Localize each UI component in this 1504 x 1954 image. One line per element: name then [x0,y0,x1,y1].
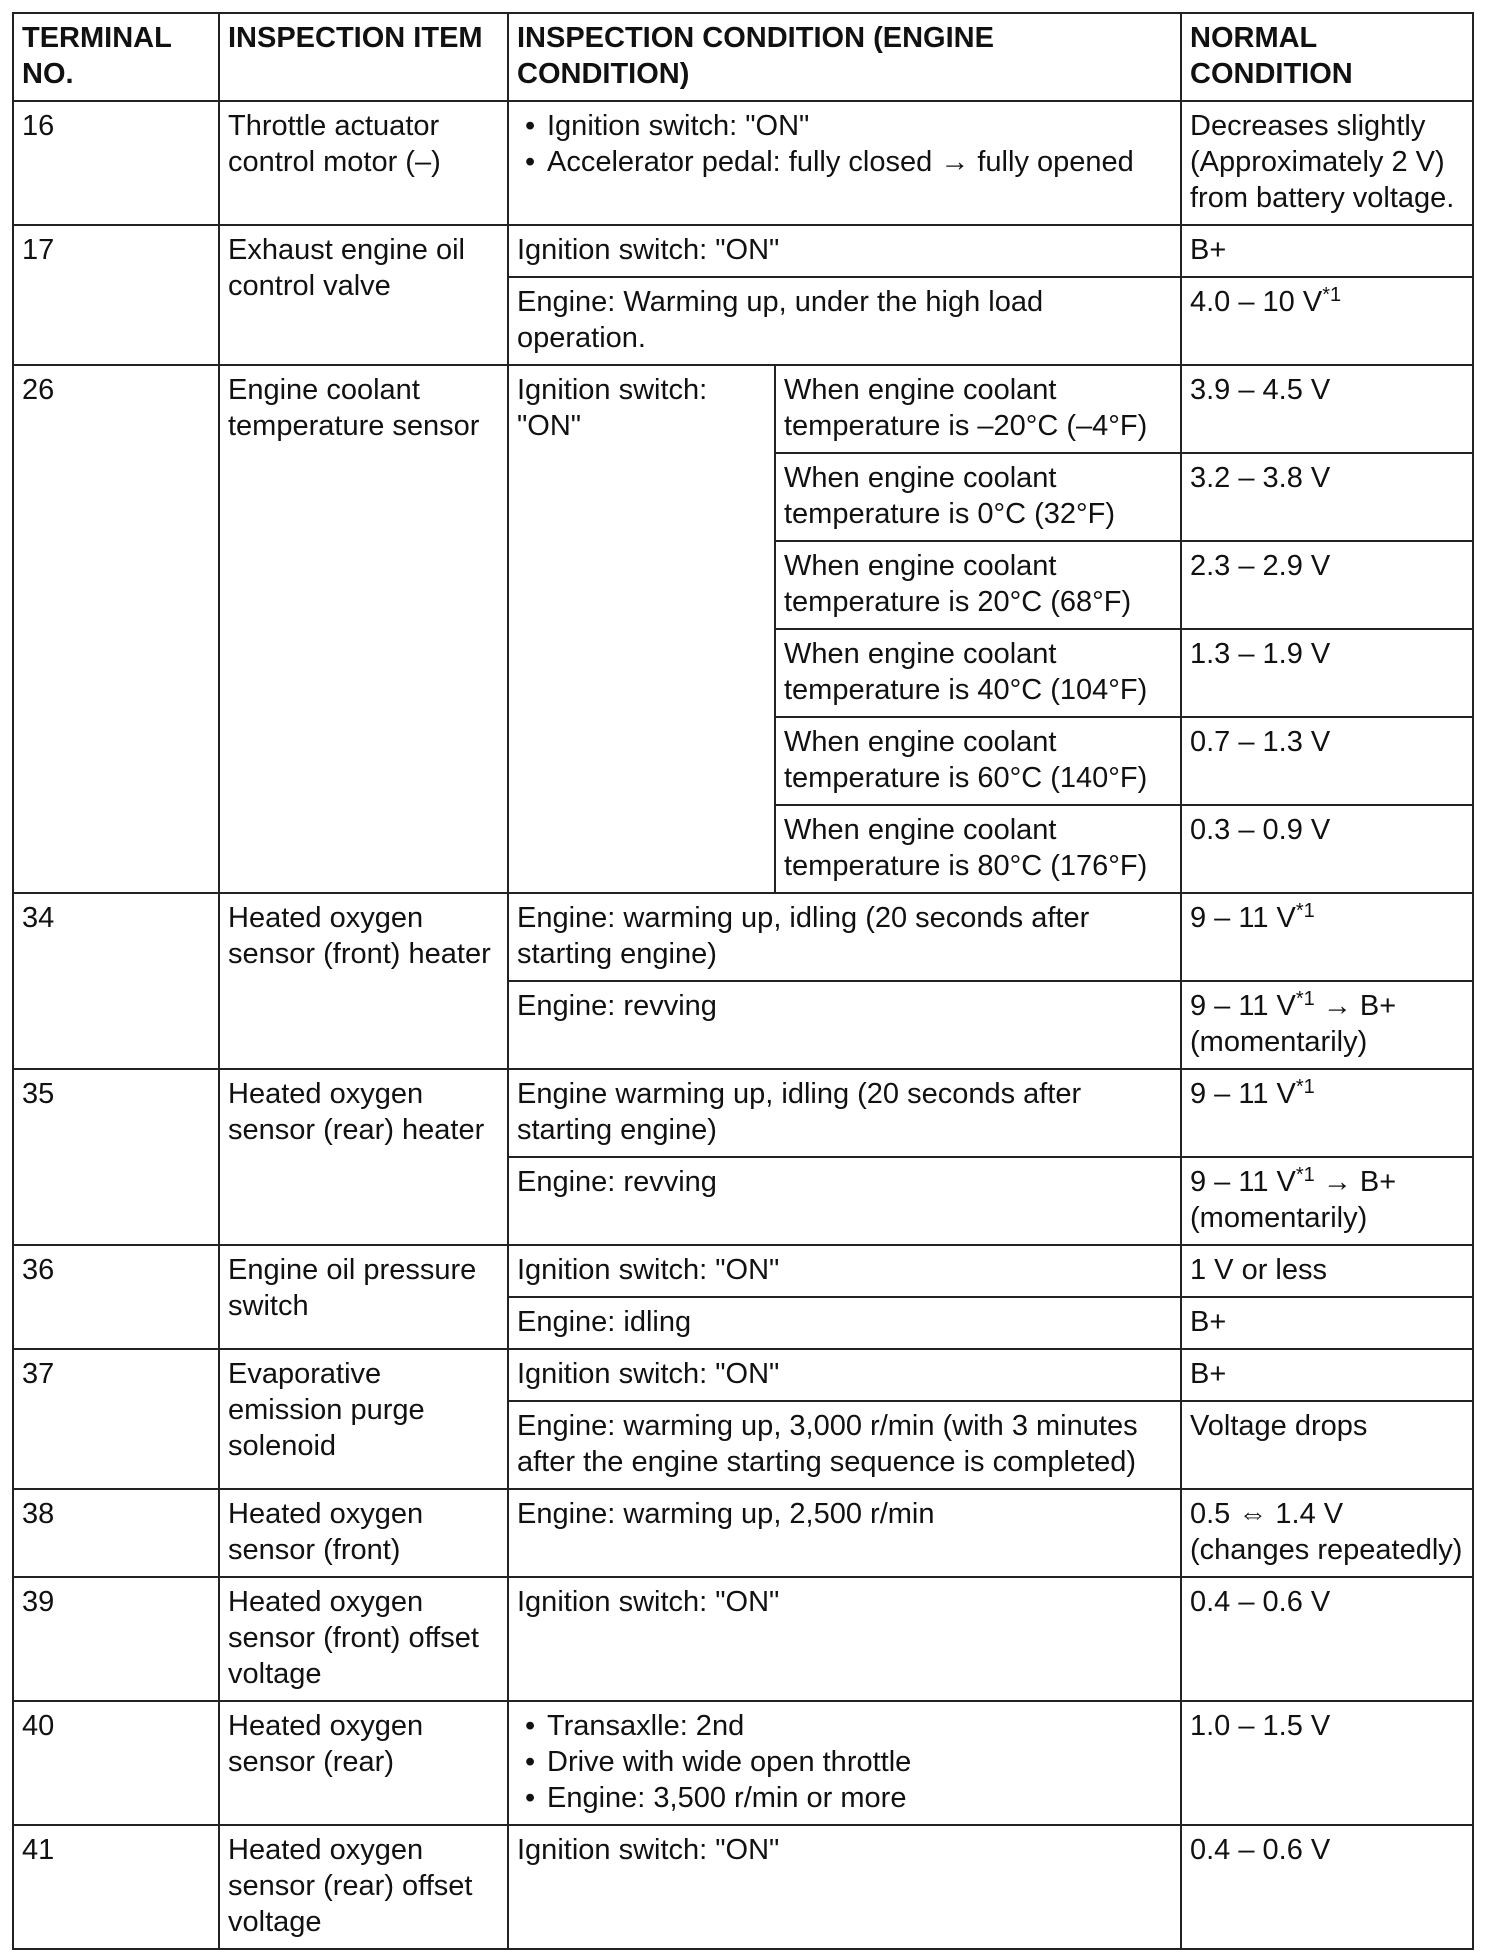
normal-condition: 1.0 – 1.5 V [1181,1701,1473,1825]
inspection-item: Heated oxygen sensor (front) offset voltage [219,1577,508,1701]
footnote-marker: *1 [1295,1164,1315,1186]
terminal-no: 17 [13,225,219,365]
inspection-condition: Engine: revving [508,1157,1181,1245]
sub-condition: When engine coolant temperature is 0°C (32°F) [775,453,1181,541]
table-row [13,1349,1473,1401]
terminal-no: 38 [13,1489,219,1577]
normal-condition: 0.4 – 0.6 V [1181,1577,1473,1701]
sub-condition: When engine coolant temperature is 80°C (176°F) [775,805,1181,893]
voltage-value: 9 – 11 V [1190,1166,1296,1198]
inspection-condition: Ignition switch: "ON" [508,1825,1181,1949]
normal-condition: B+ [1181,225,1473,277]
normal-condition [1181,1069,1473,1157]
header-normal-condition: NORMAL CONDITION [1181,13,1473,101]
inspection-item: Throttle actuator control motor (–) [219,101,508,225]
terminal-no: 16 [13,101,219,225]
normal-condition: Voltage drops [1181,1401,1473,1489]
inspection-item: Engine oil pressure switch [219,1245,508,1349]
header-inspection-condition: INSPECTION CONDITION (ENGINE CONDITION) [508,13,1181,101]
inspection-item: Heated oxygen sensor (rear) heater [219,1069,508,1245]
header-row [13,13,1473,101]
terminal-no: 36 [13,1245,219,1349]
sub-condition: When engine coolant temperature is 20°C (68°F) [775,541,1181,629]
terminal-no: 35 [13,1069,219,1245]
inspection-item: Heated oxygen sensor (rear) offset voltage [219,1825,508,1949]
inspection-condition: Engine: revving [508,981,1181,1069]
inspection-item: Evaporative emission purge solenoid [219,1349,508,1489]
normal-condition: 0.3 – 0.9 V [1181,805,1473,893]
voltage-value: 9 – 11 V [1190,902,1296,934]
header-inspection-item: INSPECTION ITEM [219,13,508,101]
inspection-item: Heated oxygen sensor (front) [219,1489,508,1577]
inspection-condition: Engine: Warming up, under the high load operation. [508,277,1181,365]
inspection-condition: Ignition switch: "ON" [508,1349,1181,1401]
table-row [13,225,1473,277]
normal-condition: 0.4 – 0.6 V [1181,1825,1473,1949]
terminal-no: 37 [13,1349,219,1489]
footnote-marker: *1 [1322,284,1342,306]
inspection-condition: Engine: idling [508,1297,1181,1349]
list-item: • Ignition switch: "ON" [517,108,1172,144]
inspection-item: Engine coolant temperature sensor [219,365,508,893]
terminal-no: 40 [13,1701,219,1825]
inspection-condition: Ignition switch: "ON" [508,1577,1181,1701]
sub-condition: When engine coolant temperature is 40°C (104°F) [775,629,1181,717]
terminal-no: 26 [13,365,219,893]
inspection-condition: Ignition switch: "ON" [508,365,775,893]
normal-condition: Decreases slightly (Approximately 2 V) from battery voltage. [1181,101,1473,225]
footnote-marker: *1 [1295,988,1315,1010]
table-row [13,893,1473,981]
terminal-no: 34 [13,893,219,1069]
terminal-no: 39 [13,1577,219,1701]
inspection-condition [508,1701,1181,1825]
list-item: • Drive with wide open throttle [517,1744,1172,1780]
list-item: • Engine: 3,500 r/min or more [517,1780,1172,1816]
normal-condition: 3.9 – 4.5 V [1181,365,1473,453]
normal-condition: 1 V or less [1181,1245,1473,1297]
inspection-condition: Engine warming up, idling (20 seconds after starting engine) [508,1069,1181,1157]
table-row [13,101,1473,225]
inspection-condition [508,101,1181,225]
inspection-item: Heated oxygen sensor (rear) [219,1701,508,1825]
normal-condition: 3.2 – 3.8 V [1181,453,1473,541]
normal-condition [1181,893,1473,981]
inspection-condition: Ignition switch: "ON" [508,1245,1181,1297]
inspection-condition: Ignition switch: "ON" [508,225,1181,277]
inspection-condition: Engine: warming up, 2,500 r/min [508,1489,1181,1577]
inspection-table [12,12,1474,1950]
normal-condition [1181,1157,1473,1245]
normal-condition: 0.7 – 1.3 V [1181,717,1473,805]
normal-condition: 0.5 ⇔ 1.4 V (changes repeatedly) [1181,1489,1473,1577]
condition-list [517,108,1172,180]
footnote-marker: *1 [1295,1076,1315,1098]
table-row [13,1245,1473,1297]
inspection-item: Heated oxygen sensor (front) heater [219,893,508,1069]
normal-condition [1181,981,1473,1069]
table-row [13,1825,1473,1949]
list-item: • Accelerator pedal: fully closed → fully opened [517,144,1172,180]
table-row [13,1489,1473,1577]
inspection-condition: Engine: warming up, idling (20 seconds after starting engine) [508,893,1181,981]
table-row [13,1069,1473,1157]
inspection-item: Exhaust engine oil control valve [219,225,508,365]
normal-condition: B+ [1181,1349,1473,1401]
footnote-marker: *1 [1295,900,1315,922]
list-item: • Transaxlle: 2nd [517,1708,1172,1744]
terminal-no: 41 [13,1825,219,1949]
voltage-value: 9 – 11 V [1190,990,1296,1022]
header-terminal: TERMINAL NO. [13,13,219,101]
normal-condition [1181,277,1473,365]
table-row [13,1701,1473,1825]
sub-condition: When engine coolant temperature is 60°C (140°F) [775,717,1181,805]
table-row [13,1577,1473,1701]
inspection-condition: Engine: warming up, 3,000 r/min (with 3 minutes after the engine starting sequence is completed) [508,1401,1181,1489]
condition-list [517,1708,1172,1816]
voltage-change: → B+ (momentarily) [1190,1166,1397,1234]
normal-condition: 1.3 – 1.9 V [1181,629,1473,717]
voltage-value: 9 – 11 V [1190,1078,1296,1110]
voltage-value: 4.0 – 10 V [1190,286,1323,318]
normal-condition: 2.3 – 2.9 V [1181,541,1473,629]
voltage-change: → B+ (momentarily) [1190,990,1397,1058]
sub-condition: When engine coolant temperature is –20°C (–4°F) [775,365,1181,453]
normal-condition: B+ [1181,1297,1473,1349]
table-row [13,365,1473,453]
